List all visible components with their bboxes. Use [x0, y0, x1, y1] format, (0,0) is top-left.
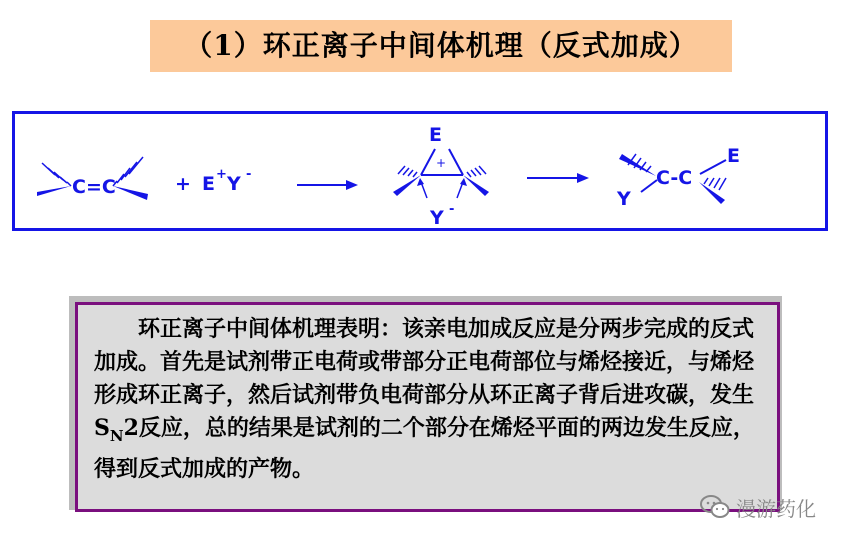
- explanation-subscript: N: [109, 427, 124, 445]
- product-electrophile: E: [727, 145, 740, 167]
- reagent-nucleophile: Y: [227, 173, 241, 195]
- intermediate-nucleophile-charge: -: [449, 202, 455, 217]
- reaction-diagram: [12, 111, 828, 231]
- title-banner: [150, 20, 732, 72]
- reagent-nucleophile-charge: -: [246, 167, 252, 182]
- product-formula: C-C: [656, 167, 693, 189]
- watermark-label: 漫游药化: [736, 496, 816, 521]
- watermark: [700, 490, 816, 524]
- explanation-text: [94, 313, 763, 486]
- intermediate-charge: +: [436, 156, 447, 170]
- explanation-text-part1: 环正离子中间体机理表明：该亲电加成反应是分两步完成的反式加成。首先是试剂带正电荷或带部分正电荷部位与烯烃接近，与烯烃形成环正离子，然后试剂带负电荷部分从环正离子背后进攻碳，发生S: [94, 316, 755, 441]
- explanation-text-part2: 2反应，总的结果是试剂的二个部分在烯烃平面的两边发生反应，得到反式加成的产物。: [94, 415, 755, 482]
- reagent-electrophile: E: [202, 173, 215, 195]
- reaction-arrow-2: [527, 173, 589, 183]
- reactant-formula: C=C: [72, 176, 116, 198]
- intermediate-nucleophile: Y: [430, 207, 444, 228]
- explanation-box: [75, 302, 780, 512]
- product-nucleophile: Y: [617, 188, 631, 210]
- wechat-icon: [700, 494, 730, 520]
- intermediate-electrophile: E: [429, 124, 442, 146]
- page-title: （1）环正离子中间体机理（反式加成）: [184, 29, 698, 62]
- intermediate-bonds: [393, 166, 489, 198]
- reaction-scheme: [15, 114, 825, 228]
- reaction-arrow-1: [297, 180, 358, 190]
- reagent-electrophile-charge: +: [216, 167, 227, 182]
- plus-sign: +: [175, 173, 191, 195]
